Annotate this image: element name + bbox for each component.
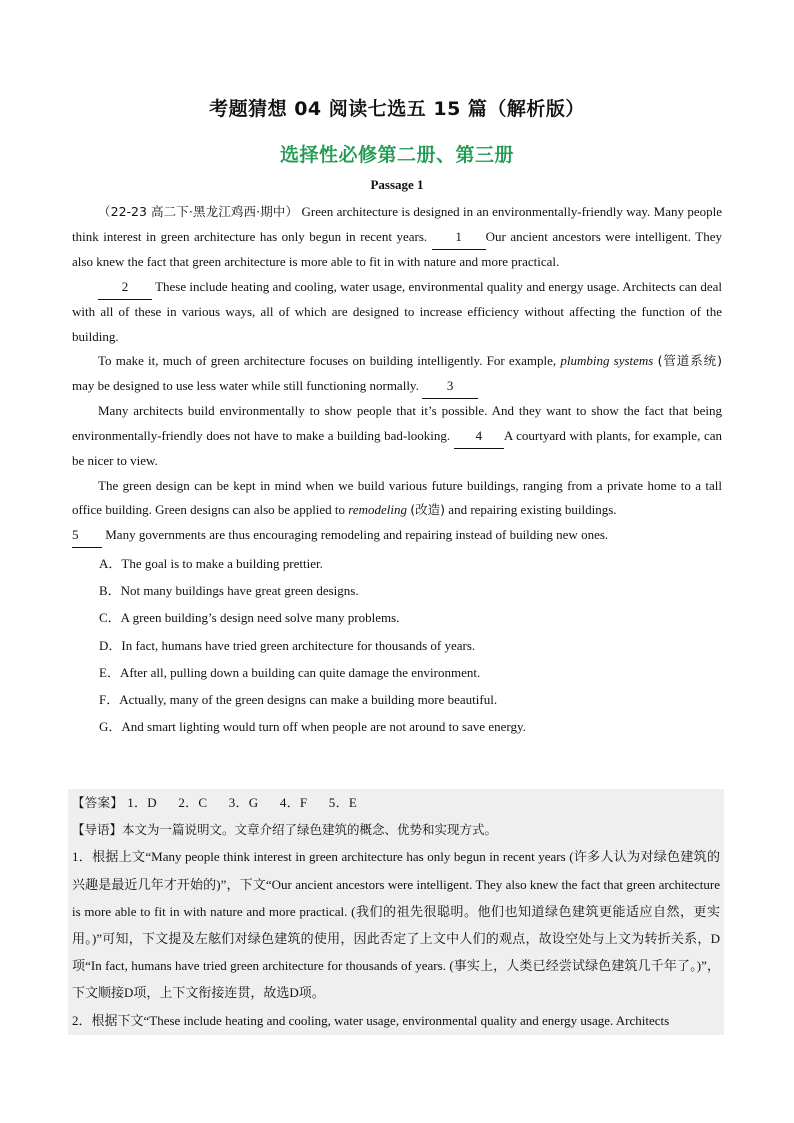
option-b: B．Not many buildings have great green designs. [99, 583, 359, 599]
answer-label: 【答案】 [72, 795, 124, 810]
options-list [72, 550, 722, 740]
paragraph-4 [72, 399, 722, 474]
explanation-1: 1．根据上文“Many people think interest in green architecture has only begun in recent years (许多人认为对绿色建筑的兴趣是最近几年才开始的)”，下文“Our ancient ancestors were intelligent. They also knew the fact that green architecture is more able to fit in with nature and more practical. (我们的祖先很聪明。他们也知道绿色建筑更能适应自然，更实用。)”可知，下文提及左舷们对绿色建筑的使用，因此否定了上文中人们的观点，故设空处与上文为转折关系，D项“In fact, humans have tried green architecture for thousands of years. (事实上，人类已经尝试绿色建筑几千年了。)”，下文顺接D项，上下文衔接连贯，故选D项。 [72, 849, 720, 1001]
paragraph-4-text-a: Many architects build environmentally to show people that it’s possible. And they want to show the fact that being environmentally-friendly does not have to make a building bad-looking. [72, 403, 722, 443]
answer-item-4: 4．F [279, 795, 308, 810]
answer-section [68, 789, 724, 1035]
option-c: C．A green building’s design need solve many problems. [99, 610, 400, 626]
answer-item-1: 1．D [127, 795, 157, 810]
blank-2: 2 [98, 275, 152, 301]
blank-3: 3 [422, 374, 478, 400]
paragraph-2 [72, 275, 722, 350]
option-a: A．The goal is to make a building prettier. [99, 556, 323, 571]
option-e: E．After all, pulling down a building can quite damage the environment. [99, 664, 481, 680]
paragraph-3-zh: (管道系统) [657, 353, 722, 368]
paragraph-5-italic: remodeling [348, 502, 408, 517]
source-note: （22-23 高二下·黑龙江鸡西·期中） [98, 204, 299, 219]
blank-1: 1 [432, 225, 486, 251]
page-title: 考题猜想 04 阅读七选五 15 篇（解析版） [209, 98, 585, 120]
answer-line [72, 789, 720, 816]
passage-body [72, 200, 722, 740]
paragraph-1-text-b: Our ancient ancestors were intelligent. They also knew the fact that green architecture is more able to fit in with nature and more practical. [72, 228, 722, 269]
guide-text: 本文为一篇说明文。文章介绍了绿色建筑的概念、优势和实现方式。 [122, 822, 498, 838]
paragraph-1-text-a: Green architecture is designed in an environmentally-friendly way. Many people think interest in green architecture has only begun in recent years. [72, 204, 723, 244]
paragraph-5-cont [72, 523, 722, 549]
answer-item-5: 5．E [328, 795, 358, 810]
paragraph-3-text-b: may be designed to use less water while still functioning normally. [72, 377, 419, 393]
blank-4: 4 [454, 424, 504, 450]
paragraph-5-zh: (改造) [410, 502, 446, 517]
guide-line [72, 816, 720, 843]
blank-5: 5 [72, 523, 102, 549]
paragraph-3 [72, 349, 722, 399]
paragraph-5 [72, 474, 722, 523]
option-d: D．In fact, humans have tried green architecture for thousands of years. [99, 637, 476, 653]
passage-heading: Passage 1 [370, 177, 424, 192]
paragraph-3-text-a: To make it, much of green architecture focuses on building intelligently. For example, [98, 353, 557, 368]
answer-item-2: 2．C [178, 795, 208, 810]
paragraph-2-text: These include heating and cooling, water usage, environmental quality and energy usage. Architects can deal with all of these in various ways, all of which are designed to increase efficiency without affecting the function of the building. [72, 278, 722, 344]
option-g: G．And smart lighting would turn off when people are not around to save energy. [99, 719, 526, 735]
answer-item-3: 3．G [228, 795, 259, 810]
page-subtitle: 选择性必修第二册、第三册 [279, 144, 514, 166]
option-f: F．Actually, many of the green designs can make a building more beautiful. [99, 692, 498, 708]
paragraph-3-italic: plumbing systems [560, 353, 654, 368]
guide-label: 【导语】 [72, 822, 123, 838]
paragraph-4-text-b: A courtyard with plants, for example, can be nicer to view. [72, 427, 722, 468]
paragraph-5-text-c: Many governments are thus encouraging remodeling and repairing instead of building new ones. [105, 526, 609, 542]
explanation-2: 2．根据下文“These include heating and cooling, water usage, environmental quality and energy usage. Architects [72, 1012, 670, 1028]
paragraph-1 [72, 200, 722, 275]
paragraph-5-text-a: The green design can be kept in mind when we build various future buildings, ranging from a private home to a tall office building. Green designs can also be applied to [72, 477, 722, 517]
paragraph-5-text-b: and repairing existing buildings. [448, 502, 617, 517]
